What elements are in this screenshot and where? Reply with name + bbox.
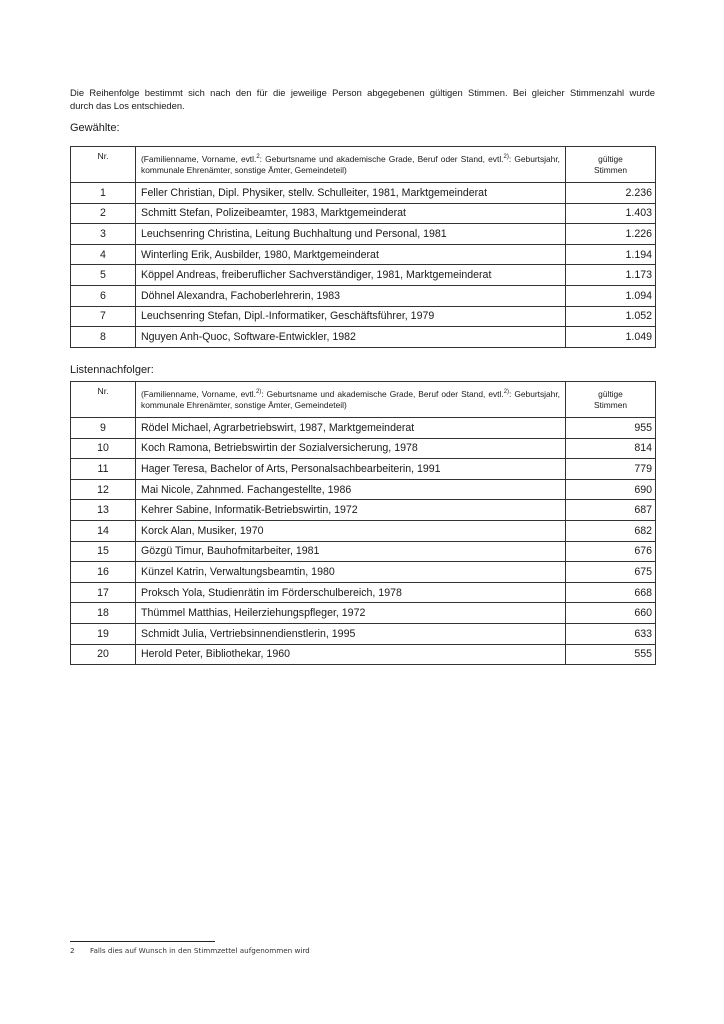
row-number: 19 — [71, 623, 136, 644]
row-number: 9 — [71, 418, 136, 439]
col-header-nr: Nr. — [71, 147, 136, 183]
valid-votes: 779 — [566, 459, 656, 480]
candidate-description: Nguyen Anh-Quoc, Software-Entwickler, 1982 — [136, 327, 566, 348]
successors-heading: Listennachfolger: — [70, 364, 154, 376]
candidate-description: Winterling Erik, Ausbilder, 1980, Marktgemeinderat — [136, 244, 566, 265]
candidate-description: Hager Teresa, Bachelor of Arts, Personalsachbearbeiterin, 1991 — [136, 459, 566, 480]
table-row — [71, 203, 656, 224]
table-row — [71, 623, 656, 644]
valid-votes: 2.236 — [566, 183, 656, 204]
table-row — [71, 500, 656, 521]
candidate-description: Köppel Andreas, freiberuflicher Sachverständiger, 1981, Marktgemeinderat — [136, 265, 566, 286]
valid-votes: 660 — [566, 603, 656, 624]
footnote-divider — [70, 941, 215, 942]
table-row — [71, 327, 656, 348]
row-number: 20 — [71, 644, 136, 665]
valid-votes: 633 — [566, 623, 656, 644]
candidate-description: Leuchsenring Christina, Leitung Buchhaltung und Personal, 1981 — [136, 224, 566, 245]
table-row — [71, 520, 656, 541]
row-number: 14 — [71, 520, 136, 541]
valid-votes: 668 — [566, 582, 656, 603]
table-row — [71, 306, 656, 327]
candidate-description: Döhnel Alexandra, Fachoberlehrerin, 1983 — [136, 285, 566, 306]
candidate-description: Künzel Katrin, Verwaltungsbeamtin, 1980 — [136, 562, 566, 583]
candidate-description: Rödel Michael, Agrarbetriebswirt, 1987, Marktgemeinderat — [136, 418, 566, 439]
valid-votes: 1.052 — [566, 306, 656, 327]
footnote-text: Falls dies auf Wunsch in den Stimmzettel aufgenommen wird — [90, 946, 310, 955]
col-header-nr: Nr. — [71, 382, 136, 418]
table-row — [71, 224, 656, 245]
candidate-description: Kehrer Sabine, Informatik-Betriebswirtin, 1972 — [136, 500, 566, 521]
valid-votes: 555 — [566, 644, 656, 665]
row-number: 12 — [71, 479, 136, 500]
row-number: 11 — [71, 459, 136, 480]
candidate-description: Thümmel Matthias, Heilerziehungspfleger, 1972 — [136, 603, 566, 624]
row-number: 17 — [71, 582, 136, 603]
valid-votes: 690 — [566, 479, 656, 500]
row-number: 6 — [71, 285, 136, 306]
row-number: 1 — [71, 183, 136, 204]
table-row — [71, 265, 656, 286]
row-number: 15 — [71, 541, 136, 562]
table-row — [71, 285, 656, 306]
col-header-votes: gültige Stimmen — [566, 147, 656, 183]
candidate-description: Herold Peter, Bibliothekar, 1960 — [136, 644, 566, 665]
table-row — [71, 541, 656, 562]
table-row — [71, 438, 656, 459]
candidate-description: Schmitt Stefan, Polizeibeamter, 1983, Marktgemeinderat — [136, 203, 566, 224]
valid-votes: 1.194 — [566, 244, 656, 265]
col-header-description: (Familienname, Vorname, evtl.$^2$: Geburtsname und akademische Grade, Beruf oder Stand, evtl.$^{2)}$: Geburtsjahr, kommunale Ehrenämter, sonstige Ämter, Gemeindeteil) — [136, 147, 566, 183]
table-row — [71, 562, 656, 583]
valid-votes: 687 — [566, 500, 656, 521]
table-row — [71, 183, 656, 204]
table-row — [71, 644, 656, 665]
table-row — [71, 459, 656, 480]
valid-votes: 1.403 — [566, 203, 656, 224]
elected-heading: Gewählte: — [70, 122, 120, 134]
elected-table — [70, 146, 656, 348]
footnote — [70, 946, 310, 955]
table-row — [71, 244, 656, 265]
col-header-votes: gültige Stimmen — [566, 382, 656, 418]
candidate-description: Koch Ramona, Betriebswirtin der Sozialversicherung, 1978 — [136, 438, 566, 459]
candidate-description: Schmidt Julia, Vertriebsinnendienstlerin, 1995 — [136, 623, 566, 644]
candidate-description: Feller Christian, Dipl. Physiker, stellv. Schulleiter, 1981, Marktgemeinderat — [136, 183, 566, 204]
candidate-description: Mai Nicole, Zahnmed. Fachangestellte, 1986 — [136, 479, 566, 500]
intro-paragraph — [70, 87, 655, 112]
row-number: 2 — [71, 203, 136, 224]
row-number: 8 — [71, 327, 136, 348]
row-number: 5 — [71, 265, 136, 286]
valid-votes: 814 — [566, 438, 656, 459]
footnote-number: 2 — [70, 946, 75, 955]
row-number: 16 — [71, 562, 136, 583]
row-number: 7 — [71, 306, 136, 327]
row-number: 13 — [71, 500, 136, 521]
table-header-row — [71, 382, 656, 418]
table-row — [71, 603, 656, 624]
valid-votes: 1.049 — [566, 327, 656, 348]
table-row — [71, 582, 656, 603]
candidate-description: Korck Alan, Musiker, 1970 — [136, 520, 566, 541]
intro-line-1: Die Reihenfolge bestimmt sich nach den für die jeweilige Person abgegebenen gültigen Stimmen. Bei gleicher Stimmenzahl wurde — [70, 87, 655, 98]
valid-votes: 1.094 — [566, 285, 656, 306]
row-number: 3 — [71, 224, 136, 245]
candidate-description: Proksch Yola, Studienrätin im Förderschulbereich, 1978 — [136, 582, 566, 603]
candidate-description: Gözgü Timur, Bauhofmitarbeiter, 1981 — [136, 541, 566, 562]
col-header-description: (Familienname, Vorname, evtl.$^{2)}$: Geburtsname und akademische Grade, Beruf oder Stand, evtl.$^{2)}$: Geburtsjahr, kommunale Ehrenämter, sonstige Ämter, Gemeindeteil) — [136, 382, 566, 418]
valid-votes: 675 — [566, 562, 656, 583]
row-number: 4 — [71, 244, 136, 265]
row-number: 18 — [71, 603, 136, 624]
valid-votes: 1.226 — [566, 224, 656, 245]
valid-votes: 1.173 — [566, 265, 656, 286]
table-row — [71, 418, 656, 439]
table-header-row — [71, 147, 656, 183]
successors-table — [70, 381, 656, 665]
valid-votes: 676 — [566, 541, 656, 562]
valid-votes: 955 — [566, 418, 656, 439]
valid-votes: 682 — [566, 520, 656, 541]
table-row — [71, 479, 656, 500]
candidate-description: Leuchsenring Stefan, Dipl.-Informatiker, Geschäftsführer, 1979 — [136, 306, 566, 327]
intro-line-2: durch das Los entschieden. — [70, 99, 185, 111]
row-number: 10 — [71, 438, 136, 459]
